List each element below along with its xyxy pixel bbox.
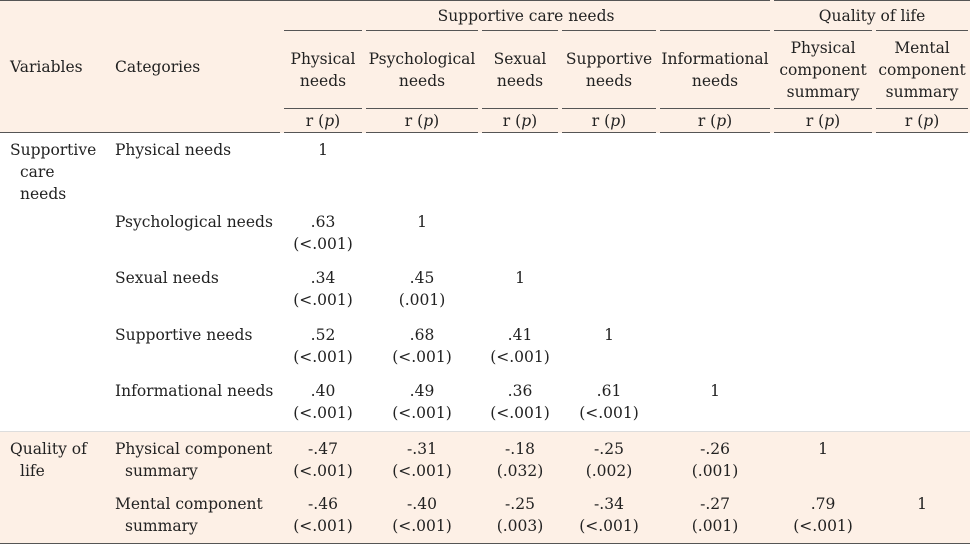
value-cell xyxy=(480,318,560,374)
category-cell xyxy=(104,205,282,261)
value-cell xyxy=(560,487,658,543)
correlation-value: -.34 xyxy=(594,495,624,513)
value-cell xyxy=(282,133,364,206)
correlation-value: .36 xyxy=(507,382,533,400)
p-value: (<.001) xyxy=(293,517,353,535)
value-cell xyxy=(480,431,560,487)
table-row xyxy=(0,261,970,318)
header-stat-6 xyxy=(874,109,970,133)
category-cell xyxy=(104,318,282,374)
header-categories xyxy=(104,1,282,133)
value-cell xyxy=(560,133,658,206)
value-cell xyxy=(658,261,772,318)
table-row xyxy=(0,374,970,431)
header-col-line: needs xyxy=(585,71,633,90)
value-cell xyxy=(658,374,772,431)
value-cell xyxy=(480,133,560,206)
p-value: (<.001) xyxy=(793,517,853,535)
correlation-value: .61 xyxy=(596,382,622,400)
header-stat-5 xyxy=(772,109,874,133)
variable-name: Quality of xyxy=(10,439,87,458)
value-cell xyxy=(282,431,364,487)
p-value: (<.001) xyxy=(293,348,353,366)
correlation-value: -.31 xyxy=(407,439,437,458)
p-value: (.002) xyxy=(585,461,633,480)
value-cell xyxy=(560,205,658,261)
value-cell xyxy=(560,318,658,374)
header-col-1 xyxy=(364,31,480,109)
header-col-line: Psychological xyxy=(368,49,476,68)
stat-close: ) xyxy=(433,111,440,130)
header-col-line: needs xyxy=(299,71,347,90)
correlation-value: -.26 xyxy=(700,439,730,458)
correlation-value: .79 xyxy=(810,495,836,513)
header-col-3 xyxy=(560,31,658,109)
p-value: (<.001) xyxy=(293,404,353,422)
value-cell xyxy=(874,133,970,206)
stat-close: ) xyxy=(933,111,940,130)
value-cell xyxy=(364,431,480,487)
header-col-line: Physical xyxy=(790,38,856,57)
correlation-value: 1 xyxy=(710,382,720,400)
value-cell xyxy=(874,374,970,431)
variable-cell xyxy=(0,133,104,206)
category-name: Psychological needs xyxy=(115,213,273,231)
p-value: (<.001) xyxy=(293,235,353,253)
header-stat-4 xyxy=(658,109,772,133)
table-row xyxy=(0,133,970,206)
correlation-value: -.25 xyxy=(594,439,624,458)
value-cell xyxy=(658,133,772,206)
value-cell xyxy=(874,431,970,487)
value-cell xyxy=(480,374,560,431)
stat-p: p xyxy=(521,111,532,130)
p-value: (.003) xyxy=(496,517,544,535)
value-cell xyxy=(480,487,560,543)
correlation-value: 1 xyxy=(917,495,927,513)
stat-close: ) xyxy=(334,111,341,130)
header-col-line: Physical xyxy=(290,49,356,68)
table-row xyxy=(0,487,970,543)
correlation-value: 1 xyxy=(604,326,614,344)
header-group-qol-label: Quality of life xyxy=(818,7,926,25)
value-cell xyxy=(658,318,772,374)
value-cell xyxy=(560,261,658,318)
variable-name: Supportive xyxy=(10,141,97,159)
correlation-value: 1 xyxy=(818,439,828,458)
p-value: (<.001) xyxy=(392,517,452,535)
stat-r: r ( xyxy=(697,111,717,130)
stat-close: ) xyxy=(531,111,538,130)
value-cell xyxy=(282,205,364,261)
value-cell xyxy=(658,431,772,487)
value-cell xyxy=(658,487,772,543)
value-cell xyxy=(874,318,970,374)
correlation-value: 1 xyxy=(417,213,427,231)
stat-p: p xyxy=(923,111,934,130)
variable-cell xyxy=(0,261,104,318)
value-cell xyxy=(282,487,364,543)
header-col-line: Supportive xyxy=(565,49,653,68)
value-cell xyxy=(480,261,560,318)
value-cell xyxy=(364,205,480,261)
header-variables xyxy=(0,1,104,133)
p-value: (<.001) xyxy=(392,404,452,422)
category-cell xyxy=(104,261,282,318)
p-value: (<.001) xyxy=(293,291,353,309)
correlation-value: -.25 xyxy=(505,495,535,513)
variable-cell xyxy=(0,318,104,374)
value-cell xyxy=(772,318,874,374)
variable-cell xyxy=(0,487,104,543)
header-col-6 xyxy=(874,31,970,109)
stat-close: ) xyxy=(726,111,733,130)
value-cell xyxy=(658,205,772,261)
variable-name-cont: care needs xyxy=(20,163,67,203)
value-cell xyxy=(282,318,364,374)
stat-p: p xyxy=(824,111,835,130)
stat-p: p xyxy=(324,111,335,130)
header-col-0 xyxy=(282,31,364,109)
p-value: (<.001) xyxy=(490,348,550,366)
value-cell xyxy=(772,487,874,543)
header-col-line: component xyxy=(878,60,966,79)
header-col-line: needs xyxy=(398,71,446,90)
p-value: (<.001) xyxy=(579,517,639,535)
value-cell xyxy=(364,374,480,431)
value-cell xyxy=(772,133,874,206)
category-name: Physical component xyxy=(115,439,273,458)
category-cell xyxy=(104,431,282,487)
header-col-line: summary xyxy=(885,82,959,101)
value-cell xyxy=(772,261,874,318)
value-cell xyxy=(364,133,480,206)
value-cell xyxy=(772,374,874,431)
value-cell xyxy=(282,374,364,431)
correlation-value: .41 xyxy=(507,326,533,344)
stat-r: r ( xyxy=(305,111,325,130)
correlation-value: .68 xyxy=(409,326,435,344)
header-stat-3 xyxy=(560,109,658,133)
correlation-value: -.46 xyxy=(308,495,338,513)
value-cell xyxy=(364,318,480,374)
header-col-line: Sexual xyxy=(493,49,547,68)
p-value: (.001) xyxy=(691,517,739,535)
value-cell xyxy=(874,205,970,261)
value-cell xyxy=(364,487,480,543)
value-cell xyxy=(364,261,480,318)
p-value: (<.001) xyxy=(293,461,353,480)
p-value: (.001) xyxy=(398,291,446,309)
variable-name-cont: life xyxy=(20,461,45,480)
p-value: (.032) xyxy=(496,461,544,480)
category-name: Supportive needs xyxy=(115,326,253,344)
variable-cell xyxy=(0,205,104,261)
category-name: Informational needs xyxy=(115,382,274,400)
table-row xyxy=(0,318,970,374)
header-group-supportive xyxy=(282,1,772,31)
value-cell xyxy=(772,205,874,261)
header-col-line: component xyxy=(779,60,867,79)
category-cell xyxy=(104,487,282,543)
header-col-4 xyxy=(658,31,772,109)
header-stat-2 xyxy=(480,109,560,133)
header-col-line: summary xyxy=(786,82,860,101)
correlation-value: .40 xyxy=(310,382,336,400)
value-cell xyxy=(480,205,560,261)
correlation-value: .49 xyxy=(409,382,435,400)
header-variables-label: Variables xyxy=(10,57,83,76)
p-value: (<.001) xyxy=(392,461,452,480)
value-cell xyxy=(560,374,658,431)
stat-close: ) xyxy=(620,111,627,130)
stat-p: p xyxy=(610,111,621,130)
category-name: Physical needs xyxy=(115,141,232,159)
header-stat-1 xyxy=(364,109,480,133)
category-cell xyxy=(104,374,282,431)
correlation-value: -.27 xyxy=(700,495,730,513)
stat-r: r ( xyxy=(591,111,611,130)
stat-r: r ( xyxy=(805,111,825,130)
header-group-supportive-label: Supportive care needs xyxy=(437,7,615,25)
value-cell xyxy=(772,431,874,487)
stat-p: p xyxy=(423,111,434,130)
p-value: (<.001) xyxy=(490,404,550,422)
category-name: Mental component xyxy=(115,495,263,513)
correlation-value: .52 xyxy=(310,326,336,344)
stat-close: ) xyxy=(834,111,841,130)
correlation-value: 1 xyxy=(515,269,525,287)
category-name-cont: summary xyxy=(125,461,198,480)
correlation-value: -.18 xyxy=(505,439,535,458)
correlation-value: .45 xyxy=(409,269,435,287)
table-row xyxy=(0,431,970,487)
stat-r: r ( xyxy=(404,111,424,130)
p-value: (<.001) xyxy=(392,348,452,366)
correlation-value: .63 xyxy=(310,213,336,231)
correlation-value: 1 xyxy=(318,141,328,159)
correlation-value: -.47 xyxy=(308,439,338,458)
variable-cell xyxy=(0,374,104,431)
value-cell xyxy=(874,487,970,543)
p-value: (<.001) xyxy=(579,404,639,422)
stat-r: r ( xyxy=(502,111,522,130)
header-col-5 xyxy=(772,31,874,109)
header-categories-label: Categories xyxy=(115,57,201,76)
variable-cell xyxy=(0,431,104,487)
category-name: Sexual needs xyxy=(115,269,219,287)
value-cell xyxy=(282,261,364,318)
header-col-line: needs xyxy=(691,71,739,90)
header-col-line: Mental xyxy=(894,38,950,57)
stat-r: r ( xyxy=(904,111,924,130)
table-row xyxy=(0,205,970,261)
header-group-qol xyxy=(772,1,970,31)
stat-p: p xyxy=(716,111,727,130)
category-name-cont: summary xyxy=(125,517,198,535)
correlation-value: -.40 xyxy=(407,495,437,513)
value-cell xyxy=(874,261,970,318)
header-col-line: needs xyxy=(496,71,544,90)
correlation-value: .34 xyxy=(310,269,336,287)
header-stat-0 xyxy=(282,109,364,133)
p-value: (.001) xyxy=(691,461,739,480)
header-col-2 xyxy=(480,31,560,109)
category-cell xyxy=(104,133,282,206)
header-col-line: Informational xyxy=(661,49,769,68)
value-cell xyxy=(560,431,658,487)
